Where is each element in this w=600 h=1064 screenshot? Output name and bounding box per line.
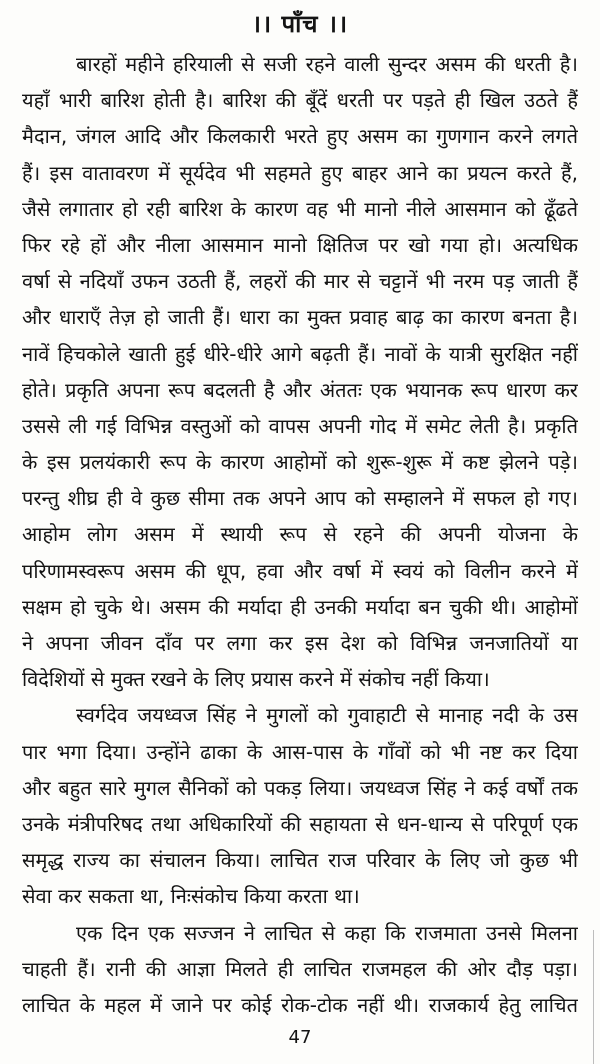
text-line: सेवा कर सकता था, निःसंकोच किया करता था। [22,884,360,909]
text-line: विदेशियों से मुक्त रखने के लिए प्रयास करने में संकोच नहीं किया। [22,667,490,692]
text-line: वर्षा से नदियाँ उफन उठती हैं, लहरों की मार से चट्टानें भी नरम पड़ जाती हैं [22,269,578,294]
body-text [22,46,578,1023]
text-line: हैं। इस वातावरण में सूर्यदेव भी सहमते हुए बाहर आने का प्रयत्न करते हैं, [22,160,578,185]
text-line: मैदान, जंगल आदि और किलकारी भरते हुए असम का गुणगान करने लगते [22,124,578,149]
text-line: समृद्ध राज्य का संचालन किया। लाचित राज परिवार के लिए जो कुछ भी [22,848,578,873]
text-line: एक दिन एक सज्जन ने लाचित से कहा कि राजमाता उनसे मिलना [76,920,578,945]
text-line: जैसे लगातार हो रही बारिश के कारण वह भी मानो नीले आसमान को ढूँढते [22,196,578,221]
text-line: सक्षम हो चुके थे। असम की मर्यादा ही उनकी मर्यादा बन चुकी थी। आहोमों [22,594,578,619]
text-line: नावें हिचकोले खाती हुई धीरे-धीरे आगे बढ़ती हैं। नावों के यात्री सुरक्षित नहीं [22,341,578,366]
text-line: बारहों महीने हरियाली से सजी रहने वाली सुन्दर असम की धरती है। [76,52,578,76]
paragraph-3 [22,915,578,1024]
chapter-title: ।। पाँच ।। [251,10,349,38]
text-line: के इस प्रलयंकारी रूप के कारण आहोमों को शुरू-शुरू में कष्ट झेलने पड़े। [22,450,578,475]
page-edge-divider [593,930,594,1064]
text-line: आहोम लोग असम में स्थायी रूप से रहने की अपनी योजना के [22,522,578,547]
text-line: उनके मंत्रीपरिषद तथा अधिकारियों की सहायता से धन-धान्य से परिपूर्ण एक [22,811,578,836]
text-line: पार भगा दिया। उन्होंने ढाका के आस-पास के गाँवों को भी नष्ट कर दिया [22,739,578,764]
paragraph-1 [22,46,578,697]
text-line: परिणामस्वरूप असम की धूप, हवा और वर्षा में स्वयं को विलीन करने में [22,558,578,583]
text-line: होते। प्रकृति अपना रूप बदलती है और अंततः एक भयानक रूप धारण कर [22,377,578,402]
paragraph-2 [22,697,578,914]
text-line: फिर रहे हों और नीला आसमान मानो क्षितिज पर खो गया हो। अत्यधिक [22,232,578,257]
page-number: 47 [288,1027,312,1048]
text-line: ने अपना जीवन दाँव पर लगा कर इस देश को विभिन्न जनजातियों या [22,631,578,655]
text-line: परन्तु शीघ्र ही वे कुछ सीमा तक अपने आप को सम्हालने में सफल हो गए। [22,486,578,511]
text-line: यहाँ भारी बारिश होती है। बारिश की बूँदें धरती पर पड़ते ही खिल उठते हैं [22,88,578,113]
text-line: लाचित के महल में जाने पर कोई रोक-टोक नहीं थी। राजकार्य हेतु लाचित [22,992,578,1017]
text-line: और धाराएँ तेज़ हो जाती हैं। धारा का मुक्त प्रवाह बाढ़ का कारण बनता है। [22,305,578,330]
text-line: उससे ली गई विभिन्न वस्तुओं को वापस अपनी गोद में समेट लेती है। प्रकृति [22,413,578,438]
text-line: और बहुत सारे मुगल सैनिकों को पकड़ लिया। जयध्वज सिंह ने कई वर्षों तक [22,775,578,800]
text-line: स्वर्गदेव जयध्वज सिंह ने मुगलों को गुवाहाटी से मानाह नदी के उस [76,703,578,728]
text-line: चाहती हैं। रानी की आज्ञा मिलते ही लाचित राजमहल की ओर दौड़ पड़ा। [22,956,578,981]
